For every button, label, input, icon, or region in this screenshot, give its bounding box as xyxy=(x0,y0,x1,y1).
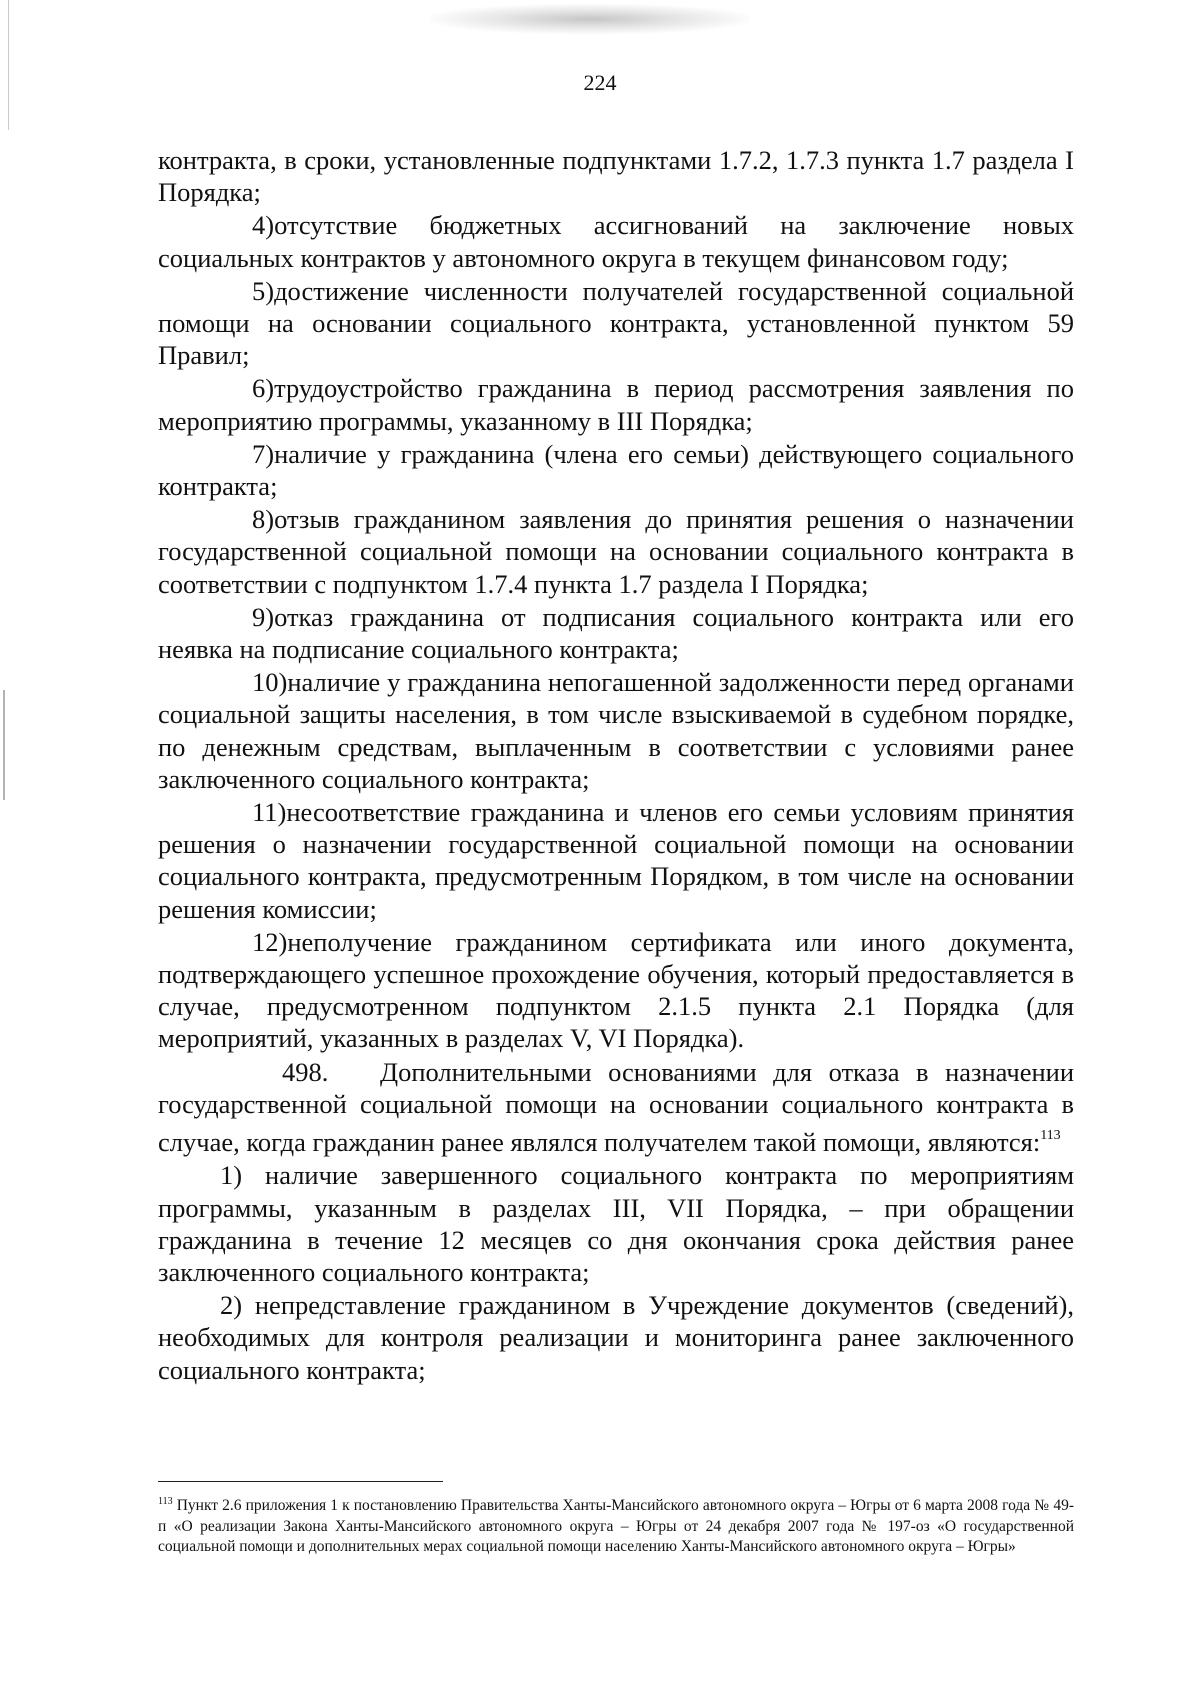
item-number: 10) xyxy=(252,667,288,698)
item-number: 12) xyxy=(252,926,288,957)
list-item-5 xyxy=(158,275,1074,372)
list-item-7 xyxy=(158,438,1074,502)
item-number: 8) xyxy=(252,504,275,535)
item-number: 7) xyxy=(252,438,275,469)
clause-498 xyxy=(158,1056,1074,1159)
list-item-6 xyxy=(158,372,1074,436)
page-number: 224 xyxy=(583,70,617,95)
item-text: трудоустройство гражданина в период рассмотрения заявления по мероприятию программы, указанному в III Порядка; xyxy=(158,373,1074,436)
paragraph-continuation: контракта, в сроки, установленные подпунктами 1.7.2, 1.7.3 пункта 1.7 раздела I Порядка; xyxy=(158,145,1074,208)
item-number: 9) xyxy=(252,601,275,632)
list-item-8 xyxy=(158,503,1074,600)
item-text: наличие у гражданина (члена его семьи) действующего социального контракта; xyxy=(158,438,1074,502)
footnote-number: 113 xyxy=(158,1496,173,1507)
body-text xyxy=(158,144,1074,1387)
scan-edge-mark xyxy=(3,690,5,800)
list-item-12 xyxy=(158,926,1074,1055)
scan-artifact xyxy=(430,4,750,34)
item-text: наличие завершенного социального контракта по мероприятиям программы, указанным в разделах III, VII Порядка, – при обращении гражданина в течение 12 месяцев со дня окончания срока действия ранее заключенного социального контракта; xyxy=(158,1160,1074,1287)
list-item-11 xyxy=(158,796,1074,925)
footnote-reference[interactable]: 113 xyxy=(1040,1128,1061,1144)
clause-number: 498. xyxy=(282,1056,329,1087)
item-text: достижение численности получателей государственной социальной помощи на основании социального контракта, установленной пунктом 59 Правил; xyxy=(158,275,1074,371)
footnote-text: Пункт 2.6 приложения 1 к постановлению Правительства Ханты-Мансийского автономного округа – Югры от 6 марта 2008 года № 49-п «О реализации Закона Ханты-Мансийского автономного округа – Югры от 24 декабря 2007 года № 197-оз «О государственной социальной помощи и дополнительных мерах социальной помощи населению Ханты-Мансийского автономного округа – Югры» xyxy=(158,1497,1074,1555)
item-number: 5) xyxy=(252,275,275,306)
item-text: наличие у гражданина непогашенной задолженности перед органами социальной защиты населения, в том числе взыскиваемой в судебном порядке, по денежным средствам, выплаченным в соответствии с условиями ранее заключенного социального контракта; xyxy=(158,667,1074,794)
item-text: неполучение гражданином сертификата или иного документа, подтверждающего успешное прохождение обучения, который предоставляется в случае, предусмотренном подпунктом 2.1.5 пункта 2.1 Порядка (для мероприятий, указанных в разделах V, VI Порядка). xyxy=(158,926,1074,1054)
footnote-divider xyxy=(158,1481,443,1482)
scan-edge-mark xyxy=(8,0,9,130)
sub-item-1 xyxy=(158,1159,1074,1288)
item-number: 4) xyxy=(252,210,275,241)
item-number: 11) xyxy=(252,797,287,828)
list-item-9 xyxy=(158,601,1074,665)
list-item-10 xyxy=(158,666,1074,795)
item-text: несоответствие гражданина и членов его семьи условиям принятия решения о назначении государственной социальной помощи на основании социального контракта, предусмотренным Порядком, в том числе на основании решения комиссии; xyxy=(158,797,1074,924)
item-text: отзыв гражданином заявления до принятия решения о назначении государственной социальной помощи на основании социального контракта в соответствии с подпунктом 1.7.4 пункта 1.7 раздела I Порядка; xyxy=(158,504,1074,599)
item-text: непредставление гражданином в Учреждение документов (сведений), необходимых для контроля реализации и мониторинга ранее заключенного социального контракта; xyxy=(158,1290,1075,1385)
item-number: 2) xyxy=(220,1290,243,1321)
sub-item-2 xyxy=(158,1289,1074,1386)
list-item-4 xyxy=(158,209,1074,273)
item-text: отсутствие бюджетных ассигнований на заключение новых социальных контрактов у автономного округа в текущем финансовом году; xyxy=(158,210,1074,273)
item-number: 1) xyxy=(220,1160,243,1191)
clause-text: Дополнительными основаниями для отказа в назначении государственной социальной помощи на основании социального контракта в случае, когда гражданин ранее являлся получателем такой помощи, являются: xyxy=(158,1056,1074,1158)
footnote xyxy=(158,1492,1074,1558)
item-number: 6) xyxy=(252,373,275,404)
item-text: отказ гражданина от подписания социального контракта или его неявка на подписание социального контракта; xyxy=(158,601,1074,665)
